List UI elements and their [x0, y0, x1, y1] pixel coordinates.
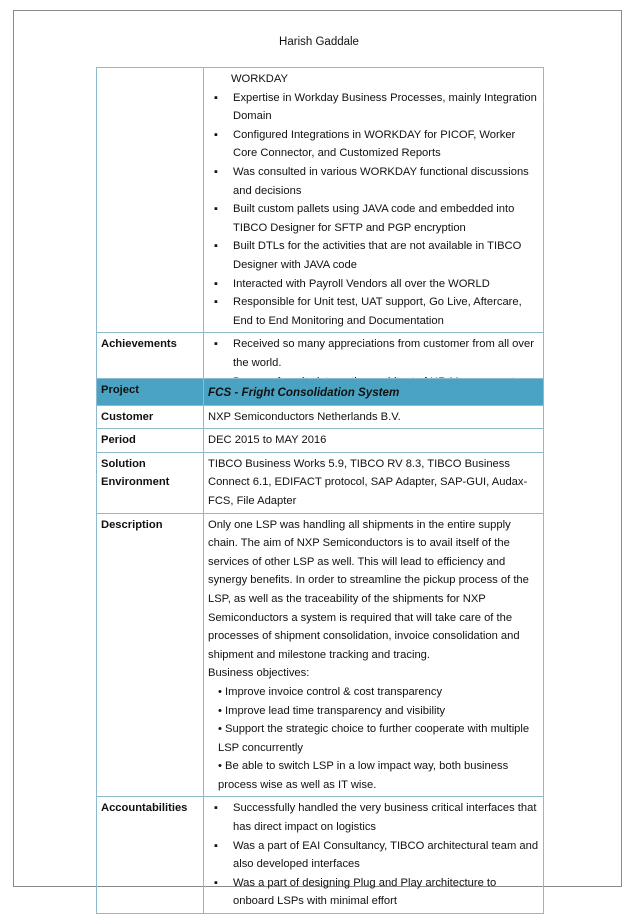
- page-header-name: Harish Gaddale: [279, 36, 359, 48]
- accountabilities-row: [97, 797, 544, 914]
- description-cell: [204, 513, 544, 797]
- project-row: [97, 379, 544, 406]
- period-label: Period: [97, 429, 204, 453]
- bullet-item: ▪ Was consulted in various WORKDAY functional discussions and decisions: [208, 163, 539, 200]
- description-text: Only one LSP was handling all shipments in the entire supply chain. The aim of NXP Semiconductors is to avail itself of the services of other LSP as well. This will lead to efficiency and synergy benefits. In order to streamline the pickup process of the LSP, as well as the traceability of the shipments for NXP Semiconductors a system is required that will take care of the processes of shipment consolidation, invoice consolidation and shipment and milestone tracking and tracing.: [208, 518, 529, 661]
- period-row: [97, 429, 544, 453]
- customer-label: Customer: [97, 405, 204, 429]
- accountabilities-label: Accountabilities: [97, 797, 204, 914]
- accountabilities-cell: [204, 797, 544, 914]
- bullet-item: ▪ Expertise in Workday Business Processes, mainly Integration Domain: [208, 89, 539, 126]
- customer-row: [97, 405, 544, 429]
- business-objectives-label: Business objectives:: [208, 667, 310, 680]
- bullet-item: ▪ Configured Integrations in WORKDAY for PICOF, Worker Core Connector, and Customized Reports: [208, 126, 539, 163]
- project-label: Project: [97, 379, 204, 406]
- solution-value: TIBCO Business Works 5.9, TIBCO RV 8.3, TIBCO Business Connect 6.1, EDIFACT protocol, SAP Adapter, SAP-GUI, Audax-FCS, File Adapter: [204, 452, 544, 513]
- workday-heading: WORKDAY: [231, 73, 288, 85]
- accountability-item: ▪ Was a part of EAI Consultancy, TIBCO architectural team and also developed interfaces: [208, 837, 539, 874]
- project-name: FCS - Fright Consolidation System: [204, 379, 544, 406]
- previous-project-table: [96, 67, 544, 394]
- solution-label: [97, 452, 204, 513]
- bullet-item: ▪ Built custom pallets using JAVA code and embedded into TIBCO Designer for SFTP and PGP encryption: [208, 200, 539, 237]
- objective-item: • Improve invoice control & cost transparency: [218, 685, 443, 698]
- description-label: Description: [97, 513, 204, 797]
- period-value: DEC 2015 to MAY 2016: [204, 429, 544, 453]
- objective-item: • Improve lead time transparency and visibility: [218, 704, 446, 717]
- achievement-item: ▪ Received so many appreciations from customer from all over the world.: [208, 335, 539, 372]
- customer-value: NXP Semiconductors Netherlands B.V.: [204, 405, 544, 429]
- achievements-label: Achievements: [97, 333, 204, 394]
- description-row: [97, 513, 544, 797]
- accountabilities-list: [208, 799, 539, 911]
- workday-bullet-list: [208, 89, 539, 331]
- bullet-item: ▪ Built DTLs for the activities that are not available in TIBCO Designer with JAVA code: [208, 237, 539, 274]
- accountability-item: ▪ Was a part of designing Plug and Play architecture to onboard LSPs with minimal effort: [208, 874, 539, 911]
- objective-item: • Support the strategic choice to further cooperate with multiple LSP concurrently: [218, 723, 530, 754]
- solution-label-line1: Solution: [101, 457, 146, 470]
- bullet-item: ▪ Responsible for Unit test, UAT support, Go Live, Aftercare, End to End Monitoring and Documentation: [208, 293, 539, 330]
- workday-row: [97, 68, 544, 333]
- workday-cell: [204, 68, 544, 333]
- bullet-item: ▪ Interacted with Payroll Vendors all over the WORLD: [208, 275, 539, 294]
- solution-row: [97, 452, 544, 513]
- project-table: [96, 378, 544, 914]
- empty-label-cell: [97, 68, 204, 333]
- objective-item: • Be able to switch LSP in a low impact way, both business process wise as well as IT wise.: [218, 760, 509, 791]
- solution-label-line2: Environment: [101, 476, 170, 489]
- accountability-item: ▪ Successfully handled the very business critical interfaces that has direct impact on logistics: [208, 799, 539, 836]
